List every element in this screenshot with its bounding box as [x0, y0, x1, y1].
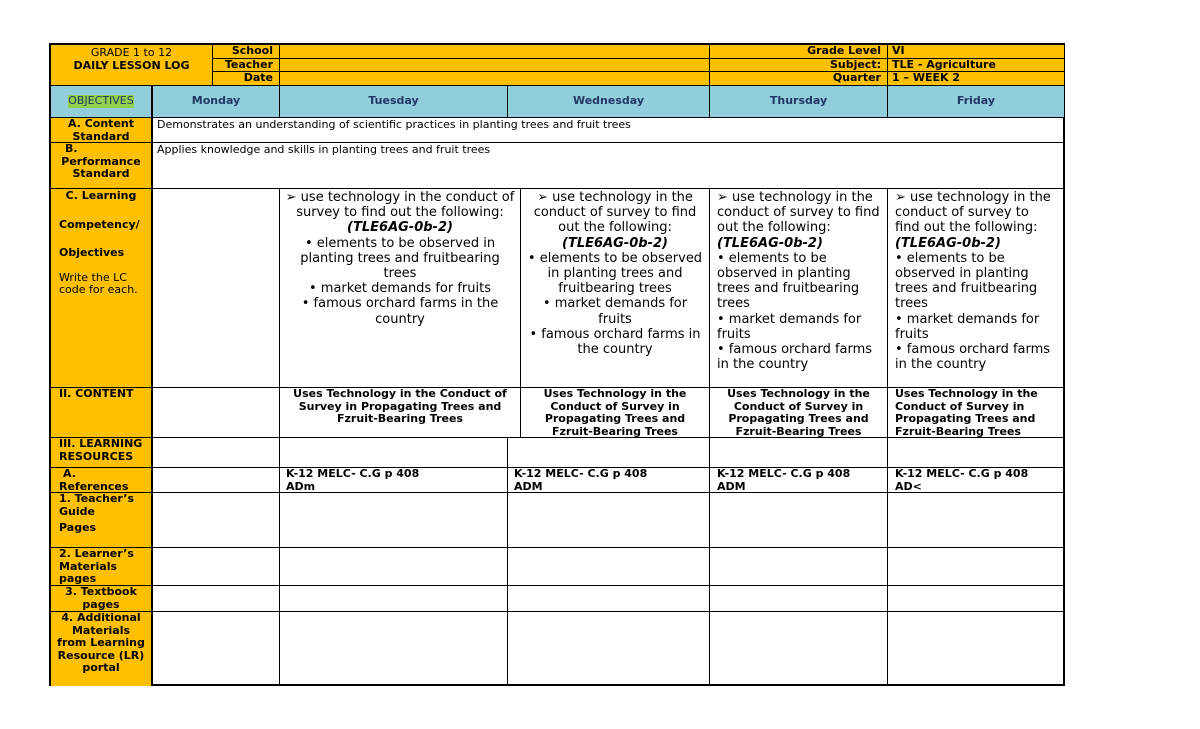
tuesday-additional	[280, 612, 508, 686]
friday-references	[888, 468, 1065, 493]
monday-textbook	[153, 586, 280, 612]
reference-line-1: K-12 MELC- C.G p 408	[514, 468, 648, 480]
competency-intro: ➢ use technology in the conduct of survey to find out the following:	[717, 190, 880, 236]
competency-bullet-3: • famous orchard farms in the country	[301, 296, 499, 327]
tuesday-teachers-guide	[280, 493, 508, 548]
grade-level-value: VI	[888, 45, 1065, 59]
reference-line-2: ADM	[717, 479, 746, 493]
wednesday-header: Wednesday	[508, 86, 710, 118]
thursday-content: Uses Technology in the Conduct of Survey in Propagating Trees and Fzruit-Bearing Trees	[710, 388, 888, 438]
learning-label-line1: C. Learning	[65, 189, 137, 202]
competency-bullet-2: • market demands for fruits	[542, 296, 688, 327]
competency-bullet-3: • famous orchard farms in the country	[895, 342, 1051, 373]
performance-label-letter: B.	[65, 143, 78, 155]
competency-bullet-2: • market demands for fruits	[895, 311, 1040, 342]
teachers-guide-label	[51, 493, 153, 548]
wednesday-teachers-guide	[508, 493, 710, 548]
learning-label-line3: Objectives	[59, 246, 125, 259]
competency-code: (TLE6AG-0b-2)	[717, 235, 823, 251]
thursday-header: Thursday	[710, 86, 888, 118]
thursday-teachers-guide	[710, 493, 888, 548]
objectives-header	[51, 86, 153, 118]
thursday-competency	[710, 189, 888, 388]
friday-textbook	[888, 586, 1065, 612]
school-field[interactable]	[280, 45, 710, 59]
date-field[interactable]	[280, 72, 710, 86]
objectives-label: OBJECTIVES	[68, 94, 134, 108]
daily-lesson-log-title: DAILY LESSON LOG	[73, 58, 190, 72]
daily-lesson-log-table	[49, 43, 1065, 686]
tuesday-header: Tuesday	[280, 86, 508, 118]
thursday-learners-materials	[710, 548, 888, 586]
learning-label-line2: Competency/	[59, 217, 140, 231]
content-standard-text: Demonstrates an understanding of scientific practices in planting trees and fruit trees	[153, 118, 1065, 143]
grade-level-label: Grade Level	[710, 45, 888, 59]
school-label: School	[213, 45, 280, 59]
friday-learners-materials	[888, 548, 1065, 586]
tuesday-textbook	[280, 586, 508, 612]
competency-bullet-2: • market demands for fruits	[717, 311, 862, 342]
friday-resources	[888, 438, 1065, 468]
reference-line-2: ADm	[286, 479, 316, 493]
performance-standard-label	[51, 143, 153, 189]
competency-bullet-1: • elements to be observed in planting trees and fruitbearing trees	[527, 250, 703, 297]
tuesday-content: Uses Technology in the Conduct of Survey in Propagating Trees and Fzruit-Bearing Trees	[280, 388, 521, 438]
additional-materials-label: 4. Additional Materials from Learning Resource (LR) portal	[51, 612, 153, 686]
reference-line-1: K-12 MELC- C.G p 408	[895, 468, 1029, 480]
teacher-label: Teacher	[213, 59, 280, 72]
teacher-field[interactable]	[280, 59, 710, 72]
date-label: Date	[213, 72, 280, 86]
monday-learners-materials	[153, 548, 280, 586]
content-standard-label: A. Content Standard	[51, 118, 153, 143]
wednesday-textbook	[508, 586, 710, 612]
friday-competency	[888, 189, 1065, 388]
teachers-guide-pages: Pages	[59, 521, 97, 534]
competency-bullet-3: • famous orchard farms in the country	[529, 326, 701, 358]
grade-range: GRADE 1 to 12	[90, 46, 173, 59]
wednesday-references	[508, 468, 710, 493]
competency-code: (TLE6AG-0b-2)	[347, 220, 453, 236]
reference-line-2: ADM	[514, 479, 543, 493]
thursday-textbook	[710, 586, 888, 612]
monday-resources	[153, 438, 280, 468]
performance-standard-text: Applies knowledge and skills in planting trees and fruit trees	[153, 143, 1065, 189]
learning-label-note: Write the LC code for each.	[59, 270, 138, 296]
thursday-additional	[710, 612, 888, 686]
learning-resources-label: III. LEARNING RESOURCES	[51, 438, 153, 468]
competency-intro: ➢ use technology in the conduct of survey to find out the following:	[533, 190, 697, 236]
references-letter: A.	[63, 468, 76, 480]
wednesday-content: Uses Technology in the Conduct of Survey in Propagating Trees and Fzruit-Bearing Trees	[521, 388, 710, 438]
tuesday-learners-materials	[280, 548, 508, 586]
monday-references	[153, 468, 280, 493]
competency-bullet-1: • elements to be observed in planting trees and fruitbearing trees	[300, 235, 500, 282]
reference-line-2: AD<	[895, 479, 922, 493]
competency-intro: ➢ use technology in the conduct of survey to find out the following:	[895, 190, 1051, 236]
tuesday-competency	[280, 189, 521, 388]
friday-additional	[888, 612, 1065, 686]
subject-value: TLE - Agriculture	[888, 59, 1065, 72]
monday-additional	[153, 612, 280, 686]
competency-bullet-1: • elements to be observed in planting trees and fruitbearing trees	[895, 250, 1038, 312]
monday-content	[153, 388, 280, 438]
references-label	[51, 468, 153, 493]
references-text: References	[59, 479, 129, 493]
monday-header: Monday	[153, 86, 280, 118]
competency-code: (TLE6AG-0b-2)	[895, 235, 1001, 251]
monday-teachers-guide	[153, 493, 280, 548]
competency-bullet-1: • elements to be observed in planting trees and fruitbearing trees	[717, 250, 860, 312]
competency-bullet-3: • famous orchard farms in the country	[717, 342, 873, 373]
grade-title-cell	[51, 45, 213, 86]
quarter-label: Quarter	[710, 72, 888, 86]
wednesday-competency	[521, 189, 710, 388]
teachers-guide-text: 1. Teacher’s Guide	[59, 493, 135, 518]
friday-header: Friday	[888, 86, 1065, 118]
reference-line-1: K-12 MELC- C.G p 408	[717, 468, 851, 480]
wednesday-learners-materials	[508, 548, 710, 586]
friday-content: Uses Technology in the Conduct of Survey in Propagating Trees and Fzruit-Bearing Trees	[888, 388, 1065, 438]
competency-bullet-2: • market demands for fruits	[309, 281, 491, 297]
wednesday-additional	[508, 612, 710, 686]
quarter-value: 1 – WEEK 2	[888, 72, 1065, 86]
friday-teachers-guide	[888, 493, 1065, 548]
competency-code: (TLE6AG-0b-2)	[562, 235, 668, 251]
tuesday-resources	[280, 438, 508, 468]
subject-label: Subject:	[710, 59, 888, 72]
tuesday-references	[280, 468, 508, 493]
thursday-resources	[710, 438, 888, 468]
textbook-pages-label: 3. Textbook pages	[51, 586, 153, 612]
competency-intro: ➢ use technology in the conduct of survey to find out the following:	[285, 190, 515, 221]
wednesday-resources	[508, 438, 710, 468]
thursday-references	[710, 468, 888, 493]
learning-competency-label	[51, 189, 153, 388]
learners-materials-label: 2. Learner’s Materials pages	[51, 548, 153, 586]
reference-line-1: K-12 MELC- C.G p 408	[286, 468, 420, 480]
performance-label-text: Performance Standard	[61, 154, 141, 180]
monday-competency	[153, 189, 280, 388]
content-label: II. CONTENT	[51, 388, 153, 438]
